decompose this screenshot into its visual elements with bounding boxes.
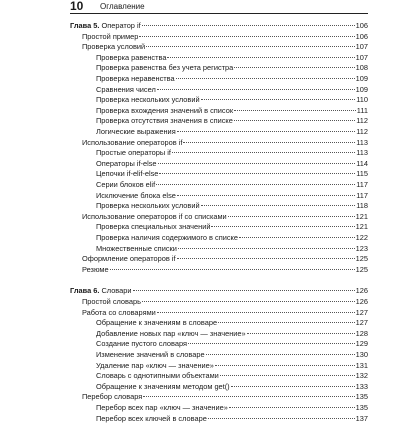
page-number: 10 — [70, 0, 84, 13]
dot-leader — [142, 301, 355, 302]
toc-page-number: 135 — [355, 403, 368, 412]
toc-page-number: 108 — [355, 63, 368, 73]
dot-leader — [215, 365, 355, 366]
toc-title — [96, 127, 176, 137]
toc-title — [96, 106, 233, 116]
toc-subsection — [96, 180, 368, 190]
toc-title-text: Проверка неравенства — [96, 74, 175, 83]
toc-title-text: Простой словарь — [82, 297, 141, 306]
toc-title — [70, 21, 141, 31]
toc-title-text: Проверка отсутствия значения в списке — [96, 116, 233, 126]
toc-title-text: Исключение блока else — [96, 190, 176, 200]
toc-page-number: 127 — [355, 318, 368, 328]
toc-title — [96, 159, 157, 169]
dot-leader — [208, 418, 355, 419]
dot-leader — [156, 184, 355, 185]
toc-subsection — [96, 339, 368, 349]
toc-page-number: 125 — [355, 254, 368, 264]
toc-title-text: Словари — [101, 286, 132, 296]
dot-leader — [133, 290, 355, 291]
toc-subsection — [96, 403, 368, 413]
toc-page-number: 126 — [355, 286, 368, 296]
toc-subsection — [96, 329, 368, 339]
toc-title — [96, 222, 210, 232]
toc-page-number: 114 — [356, 158, 368, 168]
toc-title-text: Перебор словаря — [82, 392, 143, 402]
toc-title — [96, 180, 155, 190]
toc-title — [96, 329, 246, 339]
toc-title-text: Резюме — [82, 264, 109, 274]
page-header — [70, 0, 368, 14]
toc-page-number: 107 — [355, 42, 368, 52]
toc-subsection — [96, 148, 368, 158]
toc-title — [96, 116, 233, 126]
toc-page-number: 112 — [356, 127, 368, 136]
toc-title-text: Проверка нескольких условий — [96, 95, 200, 105]
toc-title — [82, 308, 156, 318]
dot-leader — [159, 173, 355, 174]
dot-leader — [158, 163, 356, 164]
toc-title — [96, 350, 205, 360]
dot-leader — [228, 216, 355, 217]
toc-page-number: 117 — [356, 190, 368, 200]
dot-leader — [177, 195, 355, 196]
dot-leader — [172, 152, 355, 153]
toc-title — [96, 233, 238, 243]
toc-chapter — [70, 286, 368, 296]
running-title: Оглавление — [100, 2, 145, 11]
toc-title — [96, 201, 200, 211]
toc-title-text: Проверка специальных значений — [96, 222, 211, 232]
toc-page-number: 121 — [355, 222, 368, 232]
toc-subsection — [96, 74, 368, 84]
toc-title — [96, 53, 166, 63]
dot-leader — [157, 312, 355, 313]
toc-title-text: Добавление новых пар «ключ — значение» — [96, 328, 246, 338]
toc-title-text: Цепочки if-elif-else — [96, 169, 159, 179]
toc-title — [82, 42, 145, 52]
toc-subsection — [96, 106, 368, 116]
toc-page-number: 112 — [356, 116, 368, 126]
toc-title — [96, 74, 175, 84]
toc-subsection — [96, 201, 368, 211]
toc-title-text: Проверка условий — [82, 42, 146, 52]
dot-leader — [176, 78, 355, 79]
toc-title — [82, 254, 176, 264]
dot-leader — [247, 333, 355, 334]
toc-title-text: Проверка вхождения значений в список — [96, 105, 234, 115]
toc-title-text: Удаление пар «ключ — значение» — [96, 360, 214, 370]
toc-title — [82, 265, 109, 275]
toc-title — [96, 414, 207, 424]
toc-title-text: Операторы if-else — [96, 158, 157, 168]
dot-leader — [206, 354, 355, 355]
dot-leader — [167, 57, 354, 58]
toc-section — [82, 42, 368, 52]
dot-leader — [177, 131, 356, 132]
toc-section — [82, 212, 368, 222]
toc-subsection — [96, 318, 368, 328]
toc-title — [96, 339, 187, 349]
toc-page-number: 137 — [355, 413, 368, 423]
toc-subsection — [96, 414, 368, 424]
toc-subsection — [96, 95, 368, 105]
dot-leader — [183, 142, 355, 143]
toc-title-text: Использование операторов if со списками — [82, 211, 227, 221]
toc-title — [96, 191, 176, 201]
toc-title — [82, 32, 138, 42]
toc-page-number: 115 — [356, 169, 368, 179]
toc-page-number: 130 — [355, 350, 368, 359]
toc-title-text: Простые операторы if — [96, 148, 171, 158]
toc-subsection — [96, 244, 368, 254]
toc-page-number: 125 — [355, 264, 368, 274]
toc-page-number: 127 — [355, 307, 368, 317]
toc-section — [82, 138, 368, 148]
toc-page-number: 128 — [355, 328, 368, 338]
toc-page-number: 131 — [355, 360, 368, 370]
toc-title — [82, 212, 227, 222]
toc-page-number: 113 — [356, 137, 368, 147]
toc-page-number: 107 — [355, 52, 368, 62]
dot-leader — [157, 89, 355, 90]
toc-page-number: 117 — [356, 180, 368, 189]
toc-page-number: 109 — [355, 74, 368, 83]
toc-subsection — [96, 116, 368, 126]
toc-subsection — [96, 53, 368, 63]
toc-title — [96, 244, 177, 254]
dot-leader — [231, 386, 355, 387]
dot-leader — [201, 205, 356, 206]
toc-title-text: Простой пример — [82, 31, 139, 41]
toc-title-text: Перебор всех ключей в словаре — [96, 413, 207, 423]
toc-subsection — [96, 382, 368, 392]
toc-page-number: 122 — [355, 233, 368, 242]
toc-title-text: Серии блоков elif — [96, 180, 156, 189]
toc-title-text: Обращение к значениям в словаре — [96, 318, 218, 328]
dot-leader — [234, 67, 354, 68]
toc-page-number: 109 — [355, 84, 368, 94]
toc-title-text: Проверка нескольких условий — [96, 201, 200, 211]
dot-leader — [177, 258, 355, 259]
toc-page-number: 106 — [355, 21, 368, 30]
toc-page-number: 123 — [355, 243, 368, 253]
toc-page-number: 111 — [356, 105, 368, 115]
dot-leader — [201, 99, 356, 100]
toc-page-number: 129 — [355, 339, 368, 349]
toc-subsection — [96, 63, 368, 73]
toc-page-number: 118 — [356, 201, 368, 211]
chapter-label: Глава 6. — [70, 286, 100, 296]
toc-subsection — [96, 127, 368, 137]
toc-title — [96, 169, 158, 179]
toc-chapter — [70, 21, 368, 31]
toc-title — [82, 297, 141, 307]
toc-page-number: 110 — [356, 95, 368, 105]
toc-title-text: Оформление операторов if — [82, 254, 176, 264]
toc-title — [96, 95, 200, 105]
dot-leader — [188, 343, 355, 344]
toc-title — [96, 63, 233, 73]
toc-title — [96, 403, 228, 413]
toc-title-text: Перебор всех пар «ключ — значение» — [96, 403, 228, 412]
dot-leader — [142, 25, 355, 26]
dot-leader — [229, 407, 355, 408]
toc-title — [96, 85, 156, 95]
dot-leader — [211, 226, 354, 227]
toc-subsection — [96, 233, 368, 243]
dot-leader — [146, 46, 355, 47]
toc-page-number: 113 — [356, 148, 368, 158]
toc-title — [96, 318, 217, 328]
dot-leader — [234, 110, 356, 111]
toc-title — [96, 361, 214, 371]
toc-subsection — [96, 371, 368, 381]
toc-title — [96, 371, 219, 381]
toc-title-text: Создание пустого словаря — [96, 339, 187, 349]
dot-leader — [218, 322, 355, 323]
toc-page-number: 135 — [355, 392, 368, 402]
toc-page-number: 126 — [355, 297, 368, 306]
chapter-label: Глава 5. — [70, 21, 100, 30]
toc-title-text: Изменение значений в словаре — [96, 350, 205, 359]
toc-section — [82, 297, 368, 307]
toc-page-number: 106 — [355, 31, 368, 41]
toc-title-text: Использование операторов if — [82, 137, 183, 147]
toc-subsection — [96, 222, 368, 232]
toc-section — [82, 32, 368, 42]
dot-leader — [139, 36, 354, 37]
dot-leader — [178, 248, 355, 249]
toc-title-text: Логические выражения — [96, 127, 176, 136]
toc-subsection — [96, 191, 368, 201]
dot-leader — [234, 120, 355, 121]
toc-title-text: Сравнения чисел — [96, 84, 156, 94]
dot-leader — [110, 269, 355, 270]
toc-section — [82, 254, 368, 264]
toc-subsection — [96, 361, 368, 371]
toc-section — [82, 308, 368, 318]
toc-title-text: Оператор if — [101, 21, 141, 30]
toc-page-number: 121 — [355, 211, 368, 221]
toc-page-number: 133 — [355, 381, 368, 391]
dot-leader — [220, 375, 355, 376]
toc-title-text: Множественные списки — [96, 243, 177, 253]
toc-subsection — [96, 159, 368, 169]
dot-leader — [239, 237, 355, 238]
toc-title — [82, 392, 142, 402]
toc-title-text: Проверка равенства без учета регистра — [96, 63, 234, 73]
toc-title-text: Обращение к значениям методом get() — [96, 381, 230, 391]
toc-title-text: Проверка наличия содержимого в списке — [96, 233, 238, 242]
toc-title — [96, 148, 171, 158]
dot-leader — [143, 396, 354, 397]
toc-title — [82, 138, 182, 148]
toc-section — [82, 392, 368, 402]
toc-title — [70, 286, 132, 296]
toc-title-text: Работа со словарями — [82, 307, 156, 317]
toc-subsection — [96, 169, 368, 179]
toc-subsection — [96, 85, 368, 95]
toc-title-text: Словарь с однотипными объектами — [96, 371, 219, 381]
toc-title — [96, 382, 230, 392]
toc-subsection — [96, 350, 368, 360]
toc-title-text: Проверка равенства — [96, 52, 167, 62]
toc-section — [82, 265, 368, 275]
toc-page-number: 132 — [355, 371, 368, 381]
